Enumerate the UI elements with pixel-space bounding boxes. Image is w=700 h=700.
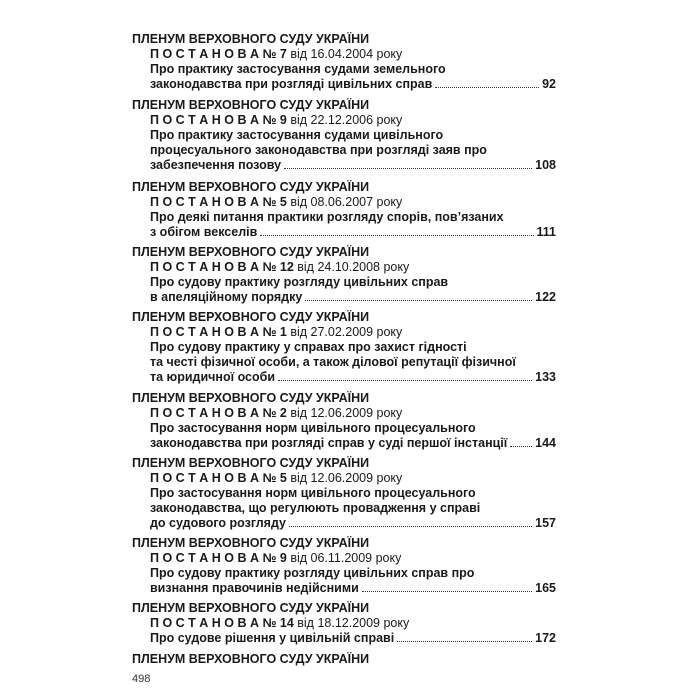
entry-last-line [150,581,556,596]
entry-last-line [150,225,556,240]
entry-title-line: Про застосування норм цивільного процесуального [150,486,476,500]
entry-court-heading: ПЛЕНУМ ВЕРХОВНОГО СУДУ УКРАЇНИ [132,245,370,259]
resolution-number: П О С Т А Н О В А № 2 [150,406,287,420]
resolution-date: від 16.04.2004 року [290,47,403,61]
entry-page-number: 122 [535,290,556,304]
entry-resolution [150,551,401,566]
page-number: 498 [132,673,151,685]
dot-leader [362,590,532,592]
entry-title-end: законодавства при розгляді цивільних справ [150,77,433,91]
entry-title-line: Про судову практику розгляду цивільних справ про [150,566,475,580]
resolution-date: від 12.06.2009 року [290,406,403,420]
entry-last-line [150,158,556,173]
resolution-number: П О С Т А Н О В А № 1 [150,325,287,339]
entry-title-end: з обігом векселів [150,225,258,239]
entry-resolution [150,325,402,340]
entry-title-line: Про судову практику у справах про захист гідності [150,340,467,354]
entry-title-end: визнання правочинів недійсними [150,581,359,595]
dot-leader [289,525,532,527]
dot-leader [278,379,532,381]
entry-page-number: 157 [535,516,556,530]
entry-title-line: Про застосування норм цивільного процесуального [150,421,476,435]
entry-court-heading: ПЛЕНУМ ВЕРХОВНОГО СУДУ УКРАЇНИ [132,601,370,615]
entry-title-line: Про судову практику розгляду цивільних справ [150,275,449,289]
entry-title-end: законодавства при розгляді справ у суді першої інстанції [150,436,508,450]
dot-leader [284,167,532,169]
entry-resolution [150,260,409,275]
entry-court-heading: ПЛЕНУМ ВЕРХОВНОГО СУДУ УКРАЇНИ [132,98,370,112]
entry-page-number: 133 [535,370,556,384]
resolution-date: від 06.11.2009 року [290,551,402,565]
resolution-date: від 18.12.2009 року [297,616,410,630]
entry-resolution [150,47,402,62]
entry-page-number: 165 [535,581,556,595]
entry-page-number: 144 [535,436,556,450]
entry-title-line: Про деякі питання практики розгляду спорів, пов’язаних [150,210,504,224]
entry-title-line: законодавства, що регулюють провадження у справі [150,501,481,515]
entry-page-number: 172 [535,631,556,645]
entry-title-end: та юридичної особи [150,370,276,384]
entry-last-line [150,290,556,305]
entry-court-heading: ПЛЕНУМ ВЕРХОВНОГО СУДУ УКРАЇНИ [132,391,370,405]
resolution-number: П О С Т А Н О В А № 14 [150,616,294,630]
entry-resolution [150,471,402,486]
entry-resolution [150,616,409,631]
entry-court-heading: ПЛЕНУМ ВЕРХОВНОГО СУДУ УКРАЇНИ [132,456,370,470]
entry-court-heading: ПЛЕНУМ ВЕРХОВНОГО СУДУ УКРАЇНИ [132,536,370,550]
dot-leader [305,299,532,301]
resolution-date: від 08.06.2007 року [290,195,403,209]
entry-resolution [150,406,402,421]
entry-title-end: забезпечення позову [150,158,282,172]
entry-title-line: Про практику застосування судами земельного [150,62,446,76]
entry-title-end: до судового розгляду [150,516,286,530]
entry-resolution [150,113,402,128]
entry-title-line: процесуального законодавства при розгляді заяв про [150,143,487,157]
entry-last-line [150,370,556,385]
entry-court-heading: ПЛЕНУМ ВЕРХОВНОГО СУДУ УКРАЇНИ [132,32,370,46]
resolution-date: від 22.12.2006 року [290,113,403,127]
resolution-number: П О С Т А Н О В А № 12 [150,260,294,274]
resolution-number: П О С Т А Н О В А № 7 [150,47,287,61]
entry-title-line: та честі фізичної особи, а також ділової репутації фізичної [150,355,516,369]
dot-leader [510,445,532,447]
resolution-date: від 12.06.2009 року [290,471,403,485]
entry-page-number: 111 [536,225,556,239]
entry-page-number: 92 [542,77,556,91]
resolution-date: від 24.10.2008 року [297,260,410,274]
entry-last-line [150,436,556,451]
entry-title-end: в апеляційному порядку [150,290,303,304]
resolution-number: П О С Т А Н О В А № 9 [150,551,287,565]
entry-last-line [150,77,556,92]
entry-title-line: Про практику застосування судами цивільного [150,128,444,142]
entry-title-end: Про судове рішення у цивільній справі [150,631,395,645]
trailing-court-heading: ПЛЕНУМ ВЕРХОВНОГО СУДУ УКРАЇНИ [132,652,370,666]
resolution-number: П О С Т А Н О В А № 5 [150,471,287,485]
entry-last-line [150,516,556,531]
dot-leader [397,640,532,642]
resolution-date: від 27.02.2009 року [290,325,403,339]
entry-court-heading: ПЛЕНУМ ВЕРХОВНОГО СУДУ УКРАЇНИ [132,180,370,194]
entry-court-heading: ПЛЕНУМ ВЕРХОВНОГО СУДУ УКРАЇНИ [132,310,370,324]
dot-leader [260,234,533,236]
resolution-number: П О С Т А Н О В А № 9 [150,113,287,127]
entry-page-number: 108 [535,158,556,172]
entry-resolution [150,195,402,210]
entry-last-line [150,631,556,646]
dot-leader [435,86,539,88]
resolution-number: П О С Т А Н О В А № 5 [150,195,287,209]
